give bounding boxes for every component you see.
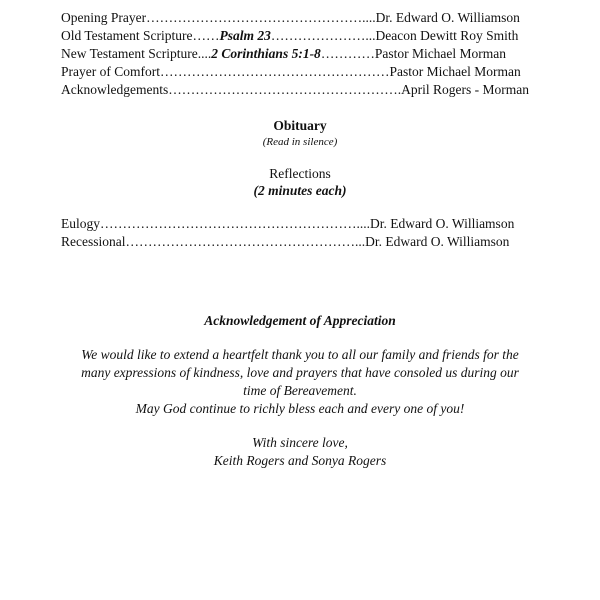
- reflections-note: (2 minutes each): [253, 183, 347, 198]
- signers-line: Keith Rogers and Sonya Rogers: [213, 453, 387, 468]
- program-label: Opening Prayer: [61, 10, 147, 25]
- appreciation-line: We would like to extend a heartfelt thank you to all our family and friends for the: [81, 347, 519, 362]
- program-person: April Rogers - Morman: [401, 82, 529, 97]
- program-row-eulogy: [61, 215, 533, 233]
- reflections-title: Reflections: [269, 166, 331, 181]
- program-row-recessional: [61, 233, 533, 251]
- appreciation-title: Acknowledgement of Appreciation: [204, 313, 396, 328]
- leader-dots: …………………...: [270, 28, 376, 43]
- program-person: Dr. Edward O. Williamson: [370, 216, 515, 231]
- leader-dots: …………: [320, 46, 375, 61]
- leader-dots: …………………………………………….: [168, 82, 402, 97]
- program-label: New Testament Scripture: [61, 46, 198, 61]
- scripture-reading: 2 Corinthians 5:1-8: [211, 46, 321, 61]
- program-person: Dr. Edward O. Williamson: [365, 234, 510, 249]
- leader-dots: …………………………………………………....: [100, 216, 370, 231]
- program-row-acknowledgements: [61, 81, 533, 99]
- program-label: Old Testament Scripture: [61, 28, 193, 43]
- program-label: Recessional: [61, 234, 126, 249]
- obituary-note: (Read in silence): [262, 136, 338, 148]
- scripture-reading: Psalm 23: [219, 28, 271, 43]
- program-person: Deacon Dewitt Roy Smith: [375, 28, 519, 43]
- program-row-old-testament: [61, 27, 533, 45]
- program-person: Pastor Michael Morman: [389, 64, 521, 79]
- leader-dots: …………………………………………....: [146, 10, 376, 25]
- program-label: Prayer of Comfort: [61, 64, 160, 79]
- leader-dots: ……………………………………………: [159, 64, 390, 79]
- program-label: Eulogy: [61, 216, 100, 231]
- leader-dots: ....: [197, 46, 212, 61]
- program-row-new-testament: [61, 45, 533, 63]
- program-label: Acknowledgements: [61, 82, 169, 97]
- appreciation-line: time of Bereavement.: [243, 383, 357, 398]
- program-row-opening-prayer: [61, 9, 533, 27]
- program-person: Dr. Edward O. Williamson: [375, 10, 520, 25]
- program-person: Pastor Michael Morman: [374, 46, 507, 61]
- appreciation-line: May God continue to richly bless each and every one of you!: [135, 401, 465, 416]
- leader-dots: ……………………………………………...: [125, 234, 366, 249]
- appreciation-line: many expressions of kindness, love and prayers that have consoled us during our: [81, 365, 519, 380]
- program-row-prayer-of-comfort: [61, 63, 533, 81]
- obituary-title: Obituary: [273, 118, 327, 133]
- closing-line: With sincere love,: [252, 435, 348, 450]
- leader-dots: ……: [192, 28, 220, 43]
